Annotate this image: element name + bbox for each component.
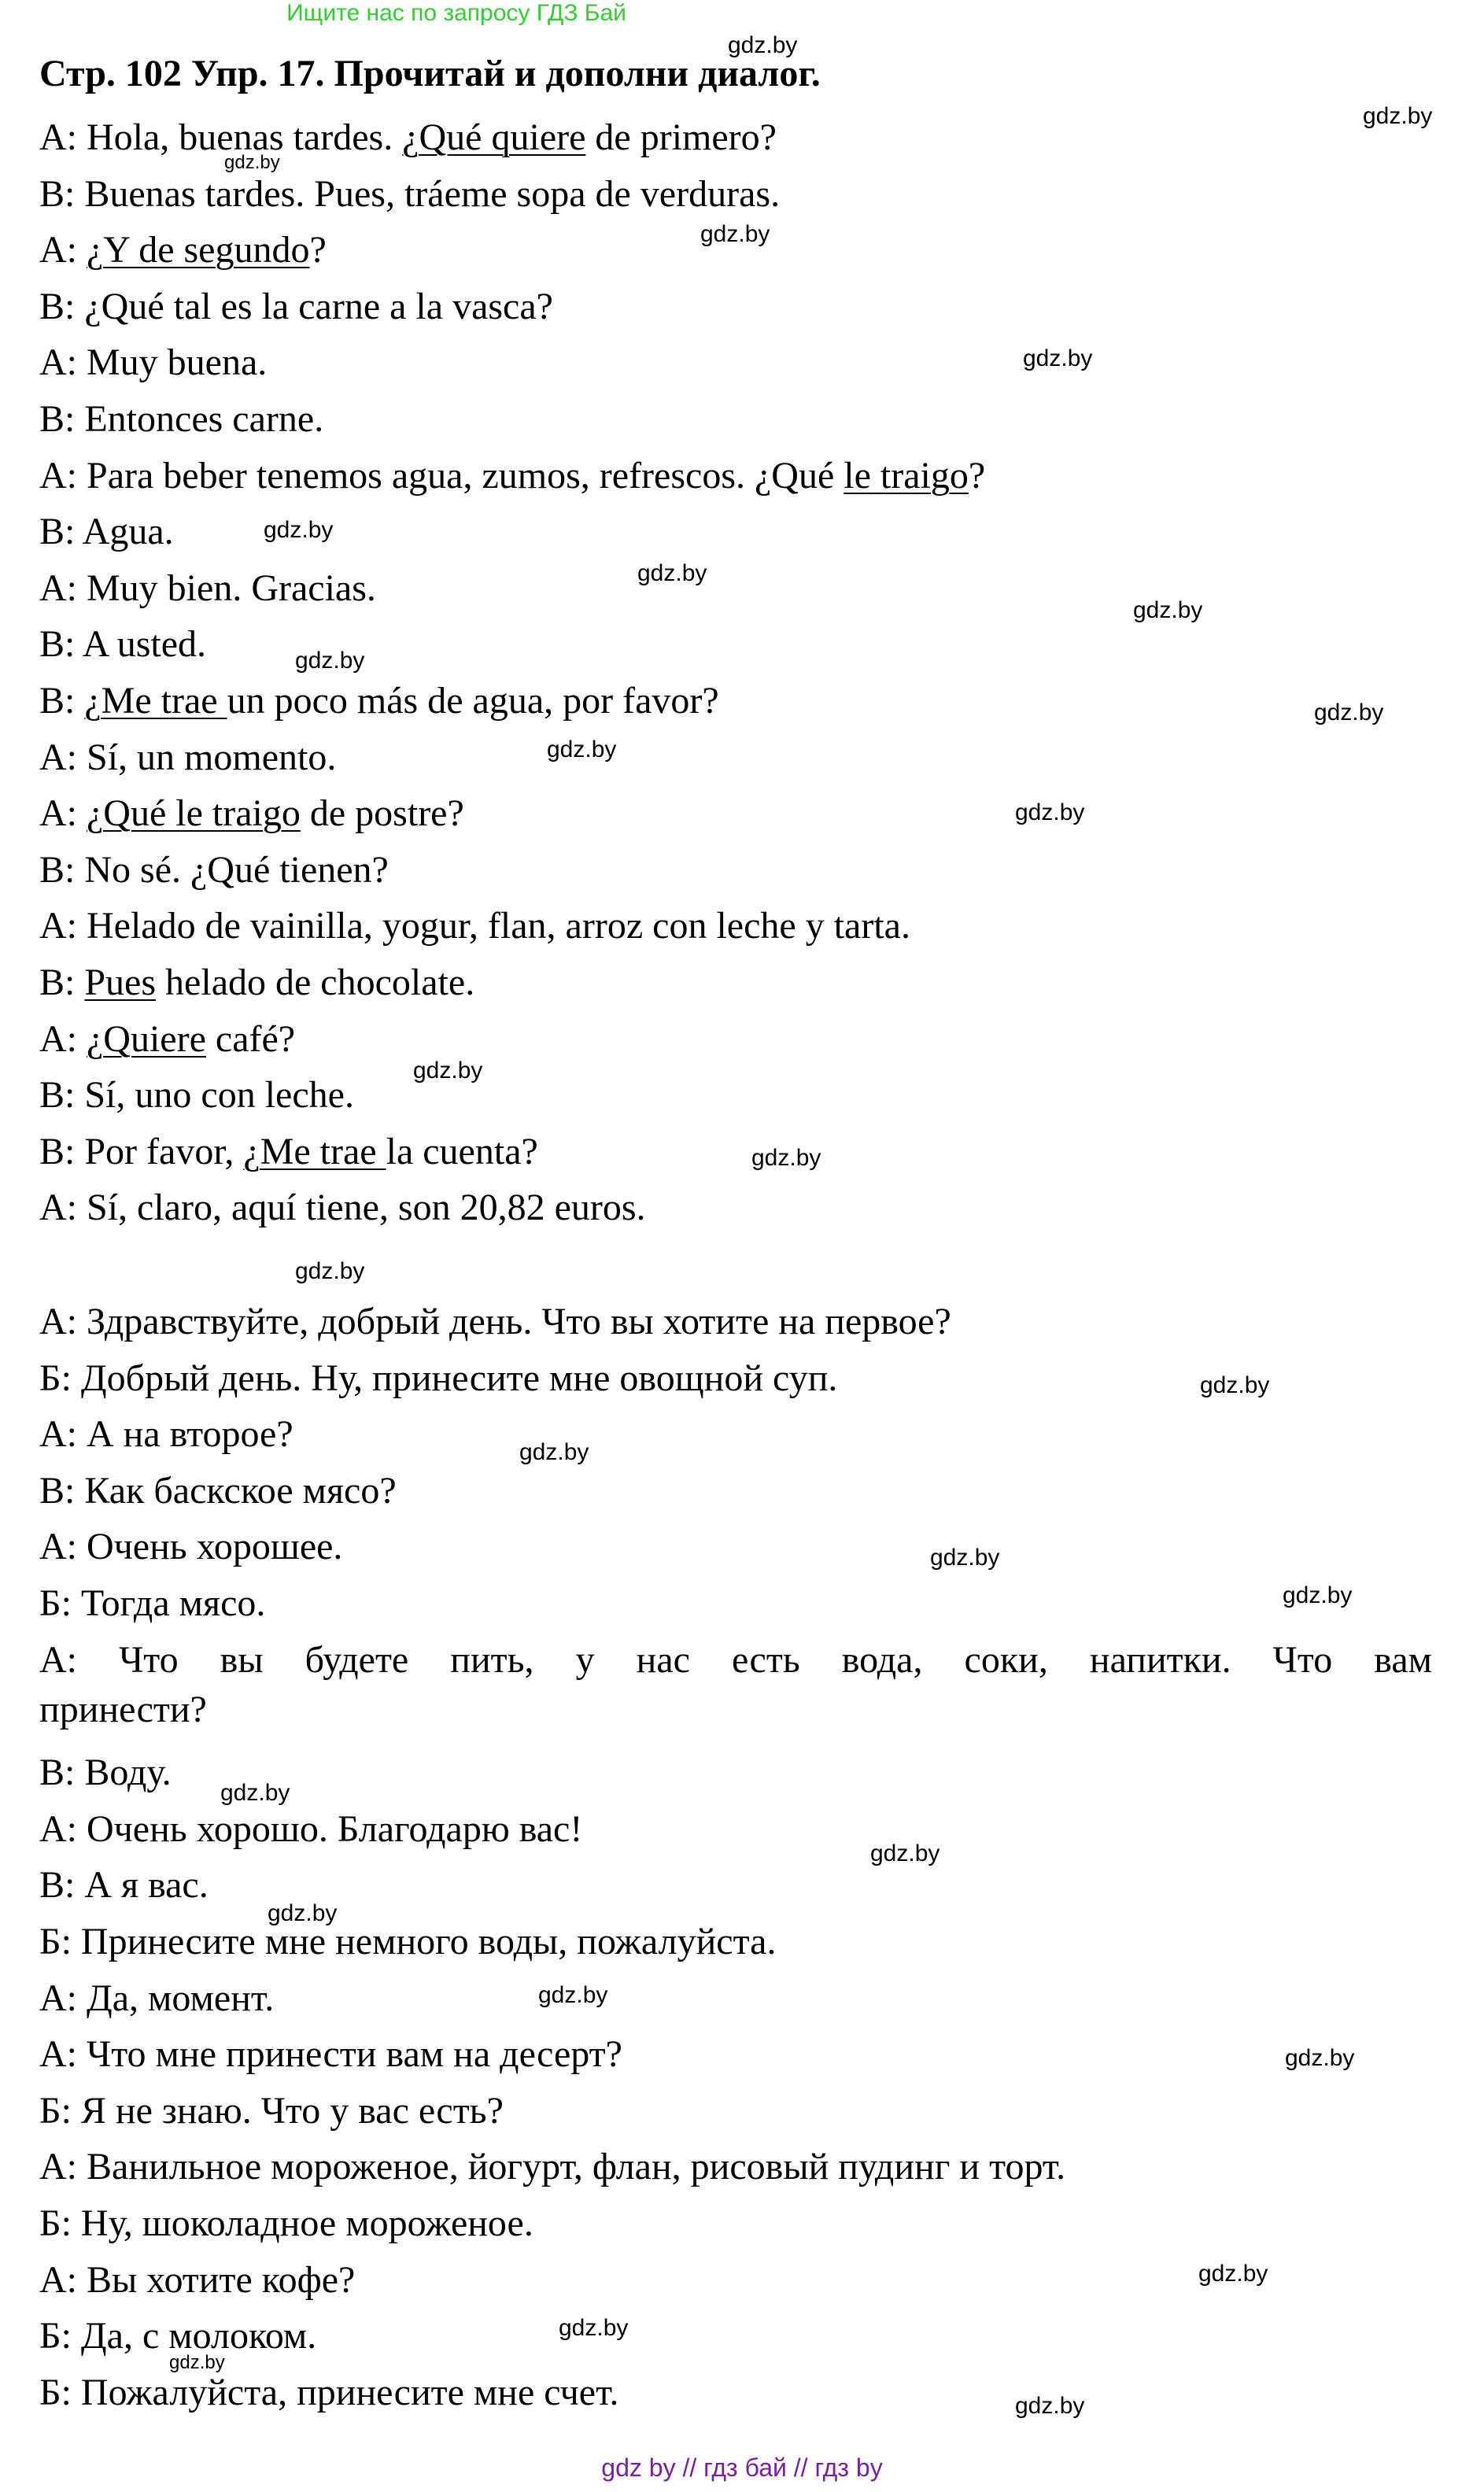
watermark: gdz.by — [637, 560, 707, 586]
watermark: gdz.by — [1363, 103, 1433, 129]
underlined-answer: ¿Quiere — [87, 1018, 206, 1060]
watermark: gdz.by — [1015, 799, 1085, 825]
watermark: gdz.by — [547, 737, 617, 762]
watermark: gdz.by — [538, 1982, 608, 2008]
dialog-line-ru: принести? — [39, 1689, 207, 1730]
dialog-line-es — [39, 452, 985, 500]
dialog-text: B: ¿Qué tal es la carne a la vasca? — [39, 286, 553, 327]
dialog-text: ? — [309, 229, 327, 271]
watermark: gdz.by — [1314, 700, 1384, 725]
dialog-line-ru: В: Как баскское мясо? — [39, 1470, 397, 1512]
watermark: gdz.by — [1285, 2045, 1355, 2071]
exercise-title: Стр. 102 Упр. 17. Прочитай и дополни диалог. — [39, 53, 821, 94]
search-hint-banner: Ищите нас по запросу ГДЗ Бай — [286, 0, 626, 26]
dialog-line-ru: Б: Принесите мне немного воды, пожалуйста. — [39, 1921, 777, 1962]
dialog-text: A: Sí, claro, aquí tiene, son 20,82 euros. — [39, 1187, 646, 1228]
watermark: gdz.by — [413, 1058, 483, 1084]
dialog-text: de postre? — [300, 792, 464, 834]
watermark: gdz.by — [268, 1900, 338, 1926]
watermark: gdz.by — [1200, 1372, 1270, 1398]
dialog-line-ru: В: А я вас. — [39, 1864, 209, 1906]
dialog-line-es — [39, 283, 553, 330]
dialog-line-ru: А: Что мне принести вам на десерт? — [39, 2033, 622, 2075]
dialog-text: un poco más de agua, por favor? — [227, 680, 719, 722]
dialog-text: B: Sí, uno con leche. — [39, 1074, 354, 1116]
dialog-text: A: — [39, 792, 87, 834]
dialog-line-es — [39, 1128, 538, 1176]
dialog-line-ru: А: Очень хорошо. Благодарю вас! — [39, 1808, 583, 1850]
dialog-text: A: Para beber tenemos agua, zumos, refrescos. ¿Qué — [39, 455, 844, 497]
dialog-line-es — [39, 847, 389, 894]
dialog-line-es — [39, 734, 336, 781]
dialog-line-ru: Б: Я не знаю. Что у вас есть? — [39, 2090, 504, 2132]
watermark: gdz.by — [930, 1545, 1000, 1571]
dialog-line-es — [39, 903, 910, 950]
dialog-line-es — [39, 565, 376, 612]
dialog-line-es — [39, 959, 474, 1006]
dialog-text: B: Por favor, — [39, 1131, 244, 1172]
dialog-text: A: — [39, 229, 87, 271]
watermark: gdz.by — [295, 1258, 365, 1284]
dialog-text: B: — [39, 962, 85, 1003]
dialog-text: B: Agua. — [39, 511, 174, 552]
watermark: gdz.by — [1133, 597, 1203, 623]
dialog-line-ru: Б: Пожалуйста, принесите мне счет. — [39, 2372, 619, 2413]
watermark: gdz.by — [519, 1439, 589, 1465]
dialog-line-es — [39, 227, 327, 274]
dialog-line-es — [39, 339, 267, 386]
dialog-text: B: Entonces carne. — [39, 398, 324, 440]
dialog-line-es — [39, 508, 174, 556]
underlined-answer: ¿Me trae — [243, 1131, 386, 1172]
dialog-line-es — [39, 677, 719, 725]
dialog-line-ru: А: Что вы будете пить, у нас есть вода, соки, напитки. Что вам — [39, 1639, 1432, 1681]
dialog-text: de primero? — [585, 116, 777, 158]
dialog-line-es — [39, 396, 323, 443]
dialog-line-es — [39, 1016, 295, 1063]
dialog-line-ru: Б: Да, с молоком. — [39, 2315, 317, 2357]
dialog-text: helado de chocolate. — [156, 962, 475, 1003]
dialog-line-es — [39, 1184, 646, 1231]
dialog-text: B: A usted. — [39, 623, 207, 665]
dialog-text: café? — [205, 1018, 296, 1060]
watermark: gdz.by — [1023, 345, 1093, 371]
dialog-line-ru: А: Ванильное мороженое, йогурт, флан, рисовый пудинг и торт. — [39, 2146, 1066, 2187]
underlined-answer: ¿Qué le traigo — [87, 792, 301, 834]
dialog-line-ru: Б: Добрый день. Ну, принесите мне овощной суп. — [39, 1357, 838, 1399]
dialog-line-ru: А: А на второе? — [39, 1413, 293, 1455]
dialog-text: ? — [968, 455, 986, 497]
dialog-line-es — [39, 621, 206, 668]
watermark: gdz.by — [224, 152, 280, 173]
watermark: gdz.by — [751, 1145, 821, 1171]
dialog-text: A: Helado de vainilla, yogur, flan, arroz con leche y tarta. — [39, 905, 910, 947]
watermark: gdz.by — [870, 1840, 940, 1866]
watermark: gdz.by — [700, 221, 770, 247]
dialog-line-ru: Б: Ну, шоколадное мороженое. — [39, 2202, 533, 2244]
dialog-text: la cuenta? — [386, 1131, 538, 1172]
watermark: gdz.by — [169, 2352, 225, 2373]
dialog-line-es — [39, 171, 780, 218]
underlined-answer: le traigo — [844, 455, 969, 497]
footer-links: gdz by // гдз бай // гдз by — [601, 2453, 883, 2482]
dialog-text: B: No sé. ¿Qué tienen? — [39, 849, 389, 891]
watermark: gdz.by — [295, 648, 365, 674]
dialog-text: A: — [39, 1018, 87, 1060]
dialog-line-es — [39, 790, 464, 837]
dialog-line-ru: А: Очень хорошее. — [39, 1526, 343, 1567]
dialog-text: B: Buenas tardes. Pues, tráeme sopa de verduras. — [39, 173, 781, 215]
watermark: gdz.by — [1198, 2261, 1268, 2287]
dialog-text: A: Hola, buenas tardes. — [39, 116, 403, 158]
watermark: gdz.by — [728, 32, 798, 58]
dialog-line-ru: А: Вы хотите кофе? — [39, 2259, 356, 2301]
dialog-text: A: Sí, un momento. — [39, 737, 337, 778]
dialog-line-es — [39, 1072, 354, 1119]
watermark: gdz.by — [1015, 2393, 1085, 2419]
dialog-text: A: Muy buena. — [39, 341, 268, 383]
watermark: gdz.by — [1283, 1582, 1353, 1608]
watermark: gdz.by — [264, 517, 334, 543]
underlined-answer: ¿Y de segundo — [87, 229, 310, 271]
dialog-line-ru: А: Здравствуйте, добрый день. Что вы хотите на первое? — [39, 1301, 951, 1342]
underlined-answer: ¿Qué quiere — [402, 116, 586, 158]
watermark: gdz.by — [220, 1780, 290, 1806]
watermark: gdz.by — [559, 2315, 629, 2341]
dialog-line-ru: В: Воду. — [39, 1752, 172, 1793]
dialog-text: B: — [39, 680, 85, 722]
dialog-line-ru: А: Да, момент. — [39, 1977, 275, 2019]
dialog-text: A: Muy bien. Gracias. — [39, 567, 376, 609]
underlined-answer: Pues — [84, 962, 157, 1003]
dialog-line-es — [39, 114, 777, 161]
dialog-line-ru: Б: Тогда мясо. — [39, 1582, 266, 1624]
underlined-answer: ¿Me trae — [84, 680, 227, 722]
